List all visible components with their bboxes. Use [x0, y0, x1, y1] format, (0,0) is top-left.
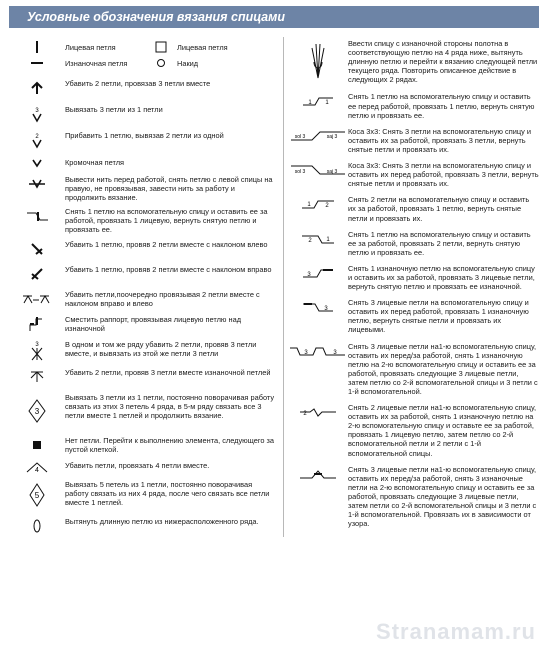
legend-description: Прибавить 1 петлю, вывязав 2 петли из одной	[65, 131, 224, 140]
legend-label: Лицевая петля	[65, 42, 116, 52]
cross-1-left-icon	[9, 205, 65, 227]
cable-3x3-back-icon	[288, 125, 348, 147]
legend-entry	[9, 103, 277, 125]
legend-entry	[9, 515, 277, 537]
legend-description: Кромочная петля	[65, 158, 125, 167]
symbol-number-5: 5	[34, 490, 40, 500]
legend-description: Убавить 2 петли, провяв 3 петли вместе изнаночной петлей	[65, 367, 271, 377]
legend-description: Убавить 2 петли, провязав 3 петли вместе	[65, 79, 211, 88]
legend-description: Снять 1 петлю на вспомогательную спицу и оставить ее перед работой, провязать 1 петлю, вернуть снятую петлю и провязать ее.	[348, 92, 535, 120]
symbol-number-3: 3	[35, 108, 39, 114]
decrease-right-icon	[9, 263, 65, 285]
legend-entry	[288, 90, 539, 119]
legend-description: Убавить петли, провязать 4 петли вместе.	[65, 460, 210, 470]
bobble-3-diamond-icon	[9, 391, 65, 431]
cable-3x3-front-icon	[288, 159, 348, 181]
legend-entry	[288, 296, 539, 334]
legend-entry	[9, 478, 277, 512]
legend-entry	[9, 288, 277, 310]
symbol-number-4: 4	[35, 466, 39, 474]
symbol-number-1: 1	[307, 202, 311, 209]
legend-description: Снять 2 лицевые петли на1-ю вспомогательную спицу, оставить их за работой, снять 1 изнаночную петлю на 2-ю вспомогательную спицу и оставьте ее за работой, провязать 1 лицевую петлю, затем петлю со 2-й вспомогательной петли и 2 петли с 1-й вспомогательной спицы.	[348, 403, 537, 458]
purl-cross-front-icon	[288, 296, 348, 318]
decrease-left-icon	[9, 238, 65, 260]
sol3-tag: sol 3	[294, 169, 306, 176]
legend-description: Вытянуть длинную петлю из нижерасположенного ряда.	[65, 516, 259, 526]
legend-description: Снять 2 петли на вспомогательную спицу и оставить их за работой, провязать 1 петлю, вернуть снятые петли и провязать их.	[348, 195, 530, 223]
legend-description: Снять 3 лицевые петли на вспомогательную спицу и оставить их перед работой, провязать 1 изнаночную петлю, вернуть снятые петли и провязать их лицевыми.	[348, 298, 529, 335]
legend-description: Сместить раппорт, провязывая лицевую петлю над изнаночной	[65, 314, 242, 333]
legend-entry	[9, 238, 277, 260]
symbol-number-2: 2	[303, 411, 307, 418]
symbol-number-1: 1	[325, 100, 329, 107]
legend-entry	[288, 340, 539, 397]
legend-pair-row	[9, 39, 277, 55]
decrease-3-together-icon	[9, 77, 65, 99]
cross-1-front-icon	[288, 90, 348, 112]
symbol-number-3: 3	[333, 349, 337, 356]
decrease-4-together-icon	[9, 459, 65, 475]
legend-entry	[288, 125, 539, 154]
increase-3-from-1-icon	[9, 103, 65, 125]
empty-square-icon	[151, 41, 171, 53]
symbol-number-1: 1	[326, 236, 330, 243]
legend-description: Коса 3x3: Снять 3 петли на вспомогательную спицу и оставить их перед работой, провязать 3 петли, вернуть снятые петли и провязать их.	[348, 161, 539, 189]
symbol-number-3: 3	[304, 349, 308, 356]
symbol-number-3: 3	[307, 271, 311, 278]
legend-entry	[9, 366, 277, 388]
long-loop-icon	[9, 515, 65, 537]
legend-entry	[288, 37, 539, 84]
slip-stitch-icon	[9, 173, 65, 195]
legend-entry	[9, 173, 277, 202]
bobble-5-diamond-icon	[9, 478, 65, 512]
legend-description: Убавить 1 петлю, провяв 2 петли вместе с наклоном влево	[65, 239, 268, 249]
legend-entry	[288, 463, 539, 529]
legend-description: Убавить 1 петлю, провяв 2 петли вместе с наклоном вправо	[65, 264, 272, 274]
legend-entry	[288, 159, 539, 188]
legend-description: Снять 3 лицевые петли на1-ю вспомогательную спицу, оставить их перед/за работой, снять 1 изнаночную петлю на 2-ю вспомогательную спицу и оставить ее за работой, провязать следующие 3 лицевые петли, затем петлю со 2-й вспомогательной спицы и 3 петли с 1-й вспомогательной.	[348, 341, 538, 396]
no-stitch-square-icon	[9, 434, 65, 456]
legend-entry	[288, 401, 539, 458]
right-column	[284, 37, 539, 537]
legend-header: Условные обозначения вязания спицами	[9, 6, 539, 28]
purl-cross-back-icon	[288, 262, 348, 284]
legend-description: Вывязать 3 петли из 1 петли, постоянно поворачивая работу связать из этих 3 петель 4 ряда, в 5-м ряду связать все 3 петли вместе 1 петлей и продолжить вязание.	[65, 392, 275, 420]
legend-entry	[9, 434, 277, 456]
saj3-tag: saj 3	[326, 133, 338, 140]
legend-description: В одном и том же ряду убавить 2 петли, провяв 3 петли вместе, и вывязать из этой же петли 3 петли	[65, 339, 257, 358]
decrease-increase-3-icon	[9, 338, 65, 364]
legend-entry	[9, 156, 277, 170]
legend-entry	[9, 205, 277, 234]
legend-entry	[9, 313, 277, 335]
legend-label: Изнаночная петля	[65, 58, 128, 68]
alternating-decrease-icon	[9, 288, 65, 310]
symbol-number-3: 3	[35, 341, 39, 348]
knit-symbol-icon	[9, 39, 65, 55]
symbol-number-1: 1	[308, 100, 312, 107]
legend-description: Ввести спицу с изнаночной стороны полотна в соответствующую петлю на 4 ряда ниже, вытянуть длинную петлю и перейти к вязанию следующей петли текущего ряда. Повторить описанное действие в следующих 2 рядах.	[348, 39, 538, 85]
legend-entry	[9, 338, 277, 364]
shift-repeat-icon	[9, 313, 65, 335]
yarn-over-circle-icon	[151, 58, 171, 68]
symbol-number-3: 3	[324, 306, 328, 313]
symbol-number-2: 2	[325, 203, 329, 210]
left-column	[9, 37, 284, 537]
legend-entry	[9, 263, 277, 285]
legend-entry	[9, 129, 277, 151]
purl-decrease-3-icon	[9, 366, 65, 388]
legend-entry	[288, 262, 539, 291]
sol3-tag: sol 3	[294, 133, 306, 140]
edge-stitch-icon	[9, 156, 65, 170]
legend-entry	[9, 391, 277, 431]
symbol-number-2: 2	[308, 237, 312, 244]
legend-label: Накид	[177, 58, 199, 68]
symbol-number-2: 2	[35, 134, 39, 140]
increase-2-from-1-icon	[9, 129, 65, 151]
legend-pair-row	[9, 55, 277, 71]
legend-description: Снять 1 изнаночную петлю на вспомогательную спицу и оставить их за работой, провязать 3 лицевые петли, вернуть снятую петлю и провязать ее изнаночной.	[348, 263, 535, 292]
legend-description: Вывязать 3 петли из 1 петли	[65, 105, 163, 114]
long-drop-loop-icon	[288, 37, 348, 83]
legend-description: Снять 3 лицевые петли на1-ю вспомогательную спицу, оставить их перед/за работой, снять 3 изнаночные петли на 2-ю вспомогательную спицу и оставить ее за работой, провязать следующие 3 лицевые петли, затем петли со 2-й вспомогательной спицы и 3 петли с 1-й вспомогательной. Провязать их в зависимости от узора.	[348, 464, 537, 529]
legend-description: Коса 3x3: Снять 3 петли на вспомогательную спицу и оставить их за работой, провязать 3 петли, вернуть снятые петли и провязать их.	[348, 126, 531, 154]
legend-description: Вывести нить перед работой, снять петлю с левой спицы на правую, не провязывая, завести нить за работу и продолжить вязание.	[65, 175, 273, 203]
double-cross-2-1-2-icon	[288, 401, 348, 423]
legend-description: Вывязать 5 петель из 1 петли, постоянно поворачивая работу связать из них 4 ряда, после чего связать все петли вместе 1 петлей.	[65, 479, 270, 507]
legend-description: Снять 1 петлю на вспомогательную спицу и оставить ее за работой, провязать 1 лицевую, вернуть снятую петлю и провязать ее.	[65, 207, 268, 235]
legend-entry	[288, 228, 539, 257]
legend-description: Снять 1 петлю на вспомогательную спицу и оставить ее за работой, провязать 2 петли, вернуть снятую петлю и провязать ее.	[348, 229, 531, 257]
symbol-number-3: 3	[34, 406, 40, 416]
legend-description: Нет петли. Перейти к выполнению элемента, следующего за пустой клеткой.	[65, 435, 275, 454]
double-cross-3-1-3-icon	[288, 340, 348, 362]
legend-description: Убавить петли,поочередно провязывая 2 петли вместе с наклоном вправо и влево	[65, 289, 260, 308]
legend-label: Лицевая петля	[177, 42, 228, 52]
cross-2-over-1-back-icon	[288, 193, 348, 215]
watermark: Stranamam.ru	[376, 619, 536, 644]
purl-symbol-icon	[9, 55, 65, 71]
legend-entry	[9, 459, 277, 475]
saj3-tag: saj 3	[326, 169, 338, 176]
double-cross-3-3-3-icon	[288, 463, 348, 485]
legend-entry	[288, 193, 539, 222]
cross-1-over-2-back-icon	[288, 228, 348, 250]
legend-entry	[9, 77, 277, 99]
